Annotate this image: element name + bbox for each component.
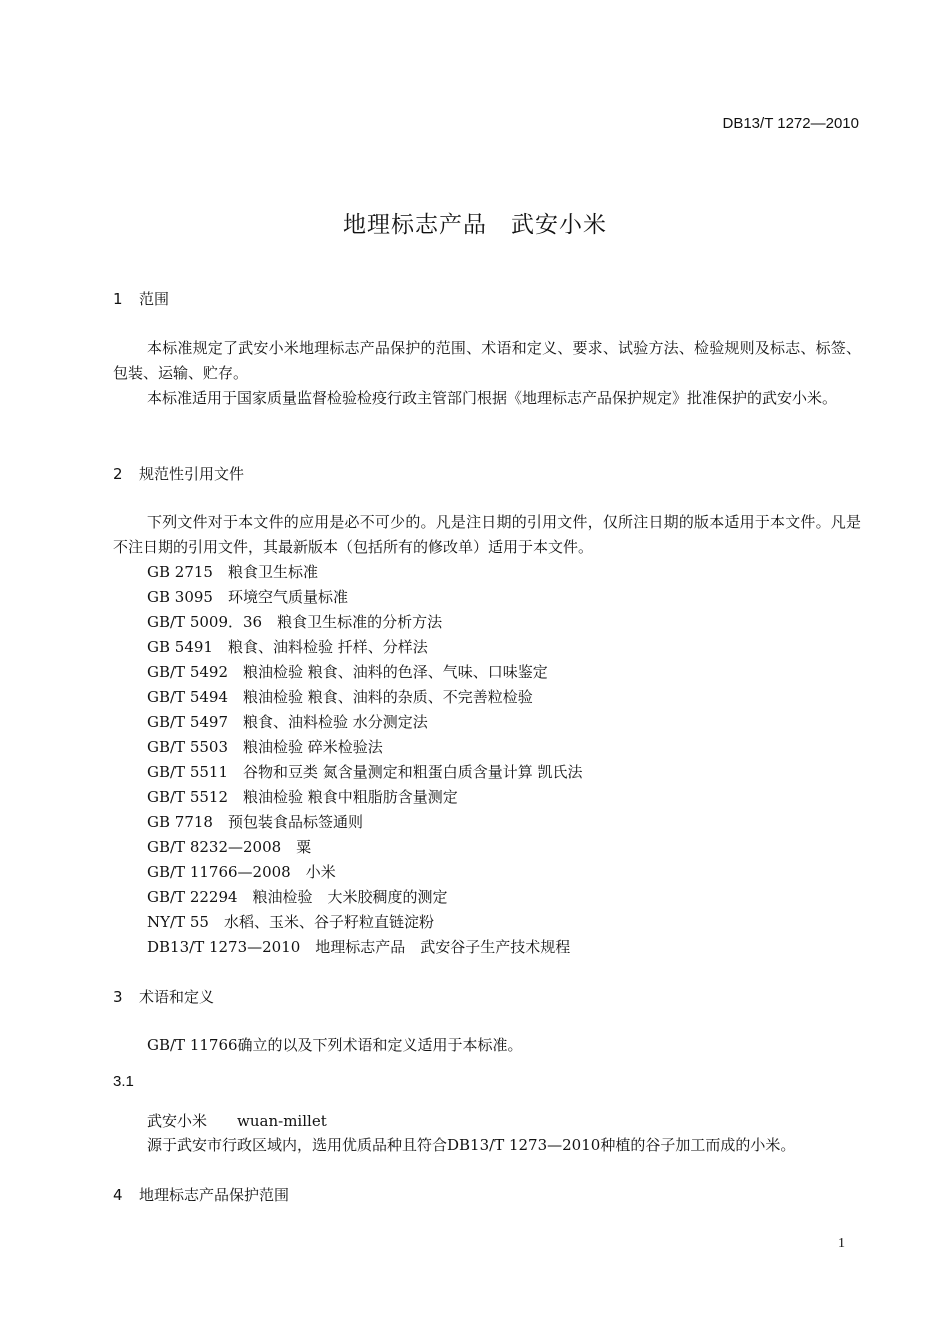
- reference-item: GB/T 5494 粮油检验 粮食、油料的杂质、不完善粒检验: [147, 688, 533, 706]
- reference-item: GB/T 11766—2008 小米: [147, 863, 336, 881]
- reference-item: GB/T 5512 粮油检验 粮食中粗脂肪含量测定: [147, 788, 458, 806]
- reference-item: GB 2715 粮食卫生标准: [147, 563, 318, 581]
- term-definition: 源于武安市行政区域内，选用优质品种且符合DB13/T 1273—2010种植的谷子加工而成的小米。: [147, 1136, 796, 1154]
- reference-item: GB/T 5511 谷物和豆类 氮含量测定和粗蛋白质含量计算 凯氏法: [147, 763, 583, 781]
- section-number: 3: [113, 988, 123, 1006]
- reference-item: GB 7718 预包装食品标签通则: [147, 813, 363, 831]
- term-entry: [147, 1110, 327, 1131]
- section-number: 4: [113, 1186, 123, 1204]
- section-title: 术语和定义: [139, 988, 215, 1006]
- section-4-heading: [113, 1184, 289, 1205]
- section-2-intro: 下列文件对于本文件的应用是必不可少的。凡是注日期的引用文件，仅所注日期的版本适用于本文件。凡是不注日期的引用文件，其最新版本（包括所有的修改单）适用于本文件。: [113, 513, 861, 556]
- page-title: 地理标志产品 武安小米: [343, 212, 607, 238]
- reference-item: NY/T 55 水稻、玉米、谷子籽粒直链淀粉: [147, 913, 434, 931]
- section-2-heading: [113, 463, 244, 484]
- document-number: DB13/T 1272—2010: [722, 115, 859, 132]
- section-title: 地理标志产品保护范围: [139, 1186, 290, 1204]
- section-1-paragraph-2: 本标准适用于国家质量监督检验检疫行政主管部门根据《地理标志产品保护规定》批准保护的武安小米。: [147, 389, 838, 407]
- reference-item: GB/T 5009．36 粮食卫生标准的分析方法: [147, 613, 443, 631]
- reference-item: GB/T 5503 粮油检验 碎米检验法: [147, 738, 383, 756]
- section-title: 范围: [139, 290, 170, 308]
- section-number: 1: [113, 290, 123, 308]
- reference-item: GB 3095 环境空气质量标准: [147, 588, 348, 606]
- section-1-paragraph-1: 本标准规定了武安小米地理标志产品保护的范围、术语和定义、要求、试验方法、检验规则及标志、标签、包装、运输、贮存。: [113, 339, 861, 382]
- reference-item: GB/T 8232—2008 粟: [147, 838, 312, 856]
- reference-list: [147, 560, 583, 960]
- reference-item: GB/T 5492 粮油检验 粮食、油料的色泽、气味、口味鉴定: [147, 663, 548, 681]
- section-3-heading: [113, 986, 214, 1007]
- section-title: 规范性引用文件: [139, 465, 245, 483]
- term-english: wuan-millet: [237, 1112, 327, 1130]
- reference-item: DB13/T 1273—2010 地理标志产品 武安谷子生产技术规程: [147, 938, 571, 956]
- term-chinese: 武安小米: [147, 1112, 208, 1130]
- section-3-intro: GB/T 11766确立的以及下列术语和定义适用于本标准。: [147, 1036, 523, 1054]
- section-1-heading: [113, 288, 169, 309]
- page-number: 1: [838, 1236, 845, 1251]
- subsection-number: 3.1: [113, 1073, 134, 1090]
- reference-item: GB 5491 粮食、油料检验 扦样、分样法: [147, 638, 428, 656]
- reference-item: GB/T 22294 粮油检验 大米胶稠度的测定: [147, 888, 448, 906]
- reference-item: GB/T 5497 粮食、油料检验 水分测定法: [147, 713, 428, 731]
- section-number: 2: [113, 465, 123, 483]
